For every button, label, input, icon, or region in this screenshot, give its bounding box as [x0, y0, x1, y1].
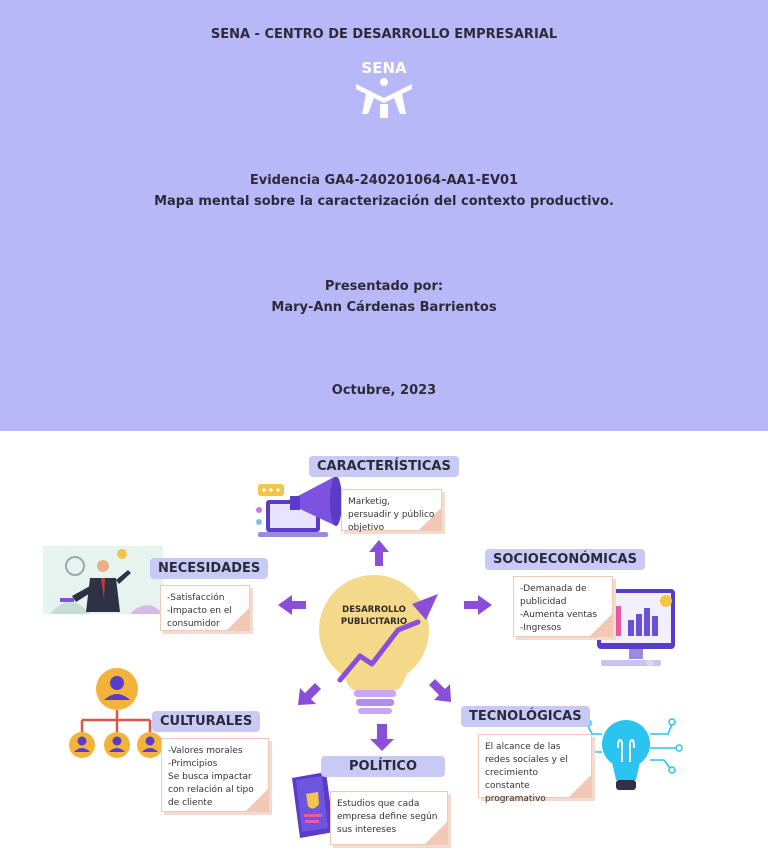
politico-line-3: sus intereses [337, 825, 397, 835]
arrow-down-left [298, 683, 321, 705]
center-node [334, 604, 414, 628]
lightbulb-circuit-icon [580, 719, 682, 790]
arrow-down [370, 724, 394, 751]
arrow-left [278, 595, 306, 615]
culturales-line-1: -Valores morales [168, 746, 243, 756]
socioeconomicas-line-4: -Ingresos [520, 623, 562, 633]
arrow-right [464, 595, 492, 615]
caracteristicas-card [341, 489, 442, 531]
business-man-icon [43, 546, 163, 614]
politico-card [330, 791, 448, 845]
culturales-title: CULTURALES [152, 711, 260, 732]
culturales-line-4: con relación al tipo [168, 785, 254, 795]
center-line-1: DESARROLLO [342, 605, 406, 615]
author-name: Mary-Ann Cárdenas Barrientos [271, 300, 497, 315]
team-hierarchy-icon [69, 668, 163, 758]
tecnologicas-line-3: crecimiento constante [485, 768, 538, 791]
socioeconomicas-title: SOCIOECONÓMICAS [485, 549, 645, 570]
caracteristicas-line-2: persuadir y público [348, 510, 435, 520]
culturales-line-5: de cliente [168, 798, 213, 808]
necesidades-line-3: consumidor [167, 619, 220, 629]
politico-line-2: empresa define según [337, 812, 438, 822]
lightbulb-growth-icon [319, 575, 438, 714]
socioeconomicas-line-3: -Aumenta ventas [520, 610, 598, 620]
date-text: Octubre, 2023 [331, 383, 437, 398]
caracteristicas-line-1: Marketig, [348, 497, 391, 507]
necesidades-line-2: -Impacto en el [167, 606, 232, 616]
center-line-2: PUBLICITARIO [340, 617, 408, 627]
arrow-down-right [429, 679, 451, 702]
socioeconomicas-line-2: publicidad [520, 597, 567, 607]
necesidades-card [160, 585, 250, 631]
necesidades-title: NECESIDADES [150, 558, 268, 579]
institution-title: SENA - CENTRO DE DESARROLLO EMPRESARIAL [210, 27, 558, 42]
culturales-card [161, 738, 269, 812]
evidence-title: Mapa mental sobre la caracterización del contexto productivo. [154, 194, 614, 209]
tecnologicas-card [478, 734, 592, 804]
necesidades-line-1: -Satisfacción [167, 593, 225, 603]
politico-title: POLÍTICO [321, 756, 445, 777]
arrow-up [369, 540, 389, 566]
tecnologicas-title: TECNOLÓGICAS [461, 706, 590, 727]
logo-text: SENA [361, 59, 407, 77]
megaphone-laptop-icon [256, 476, 342, 537]
evidence-code: Evidencia GA4-240201064-AA1-EV01 [249, 173, 519, 188]
culturales-line-3: Se busca impactar [168, 772, 252, 782]
socioeconomicas-line-1: -Demanada de [520, 584, 587, 594]
document-shield-icon [292, 772, 334, 838]
caracteristicas-line-3: objetivo [348, 523, 385, 533]
culturales-line-2: -Primcipios [168, 759, 218, 769]
tecnologicas-line-2: redes sociales y el [485, 755, 568, 765]
socioeconomicas-card [513, 576, 613, 637]
caracteristicas-title: CARACTERÍSTICAS [309, 456, 459, 477]
presented-by-label: Presentado por: [324, 279, 444, 294]
tecnologicas-line-4: programativo [485, 794, 546, 804]
tecnologicas-line-1: El alcance de las [485, 742, 561, 752]
politico-line-1: Estudios que cada [337, 799, 420, 809]
